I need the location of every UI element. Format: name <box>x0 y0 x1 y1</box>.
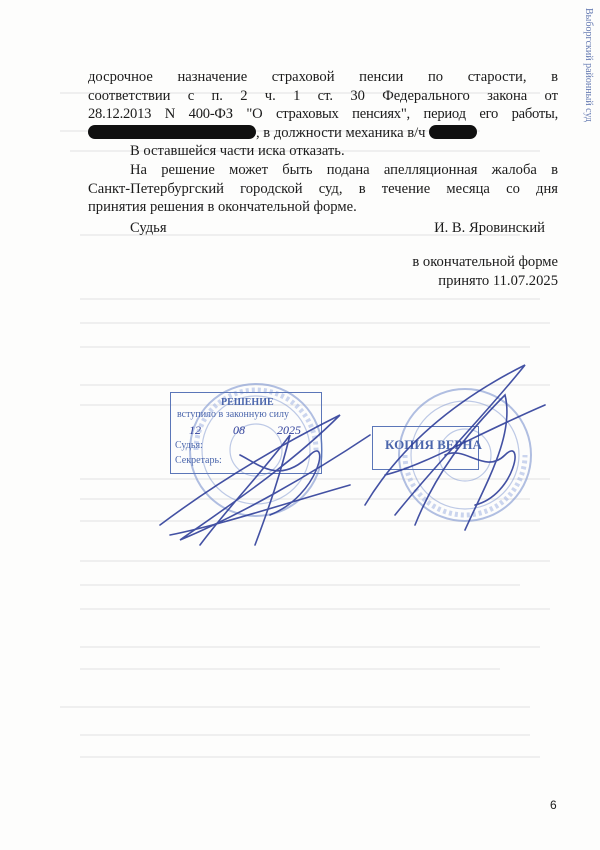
certified-copy-stamp <box>372 426 482 470</box>
stamp-subtitle: вступило в законную силу <box>177 409 289 420</box>
page-number: 6 <box>550 798 557 812</box>
text-line-redacted <box>88 124 558 143</box>
judge-label: Судья <box>130 220 167 236</box>
text-fragment: , в должности механика в/ч <box>256 124 426 141</box>
text-line: принятия решения в окончательной форме. <box>88 199 357 216</box>
redaction-block <box>88 125 256 139</box>
refusal-sentence: В оставшейся части иска отказать. <box>130 143 345 160</box>
text-line: соответствии с п. 2 ч. 1 ст. 30 Федерального закона от <box>88 87 558 104</box>
redaction-block <box>429 125 477 139</box>
text-line: Санкт-Петербургский городской суд, в течение месяца со дня <box>88 180 558 197</box>
stamp-judge-label: Судья: <box>175 440 203 451</box>
side-stamp-note: Выборгский районный суд <box>583 8 594 122</box>
final-form-line: в окончательной форме <box>412 254 558 270</box>
decision-text <box>88 68 558 217</box>
legal-force-stamp <box>170 392 322 474</box>
stamp-secretary-label: Секретарь: <box>175 455 222 466</box>
text-line: 28.12.2013 N 400-ФЗ "О страховых пенсиях", период его работы, <box>88 106 558 123</box>
stamp-date-month: 08 <box>233 423 245 437</box>
stamp-date-day: 12 <box>189 423 201 437</box>
text-line: На решение может быть подана апелляционная жалоба в <box>130 161 558 178</box>
stamp-title: РЕШЕНИЕ <box>221 397 274 408</box>
stamp-date-year: 2025 <box>277 423 301 437</box>
final-form-date: принято 11.07.2025 <box>438 272 558 289</box>
judge-name: И. В. Яровинский <box>434 220 545 236</box>
final-form-note <box>412 253 558 290</box>
stamp-copy-title: КОПИЯ ВЕРНА <box>385 437 482 452</box>
text-line: досрочное назначение страховой пенсии по старости, в <box>88 69 558 85</box>
